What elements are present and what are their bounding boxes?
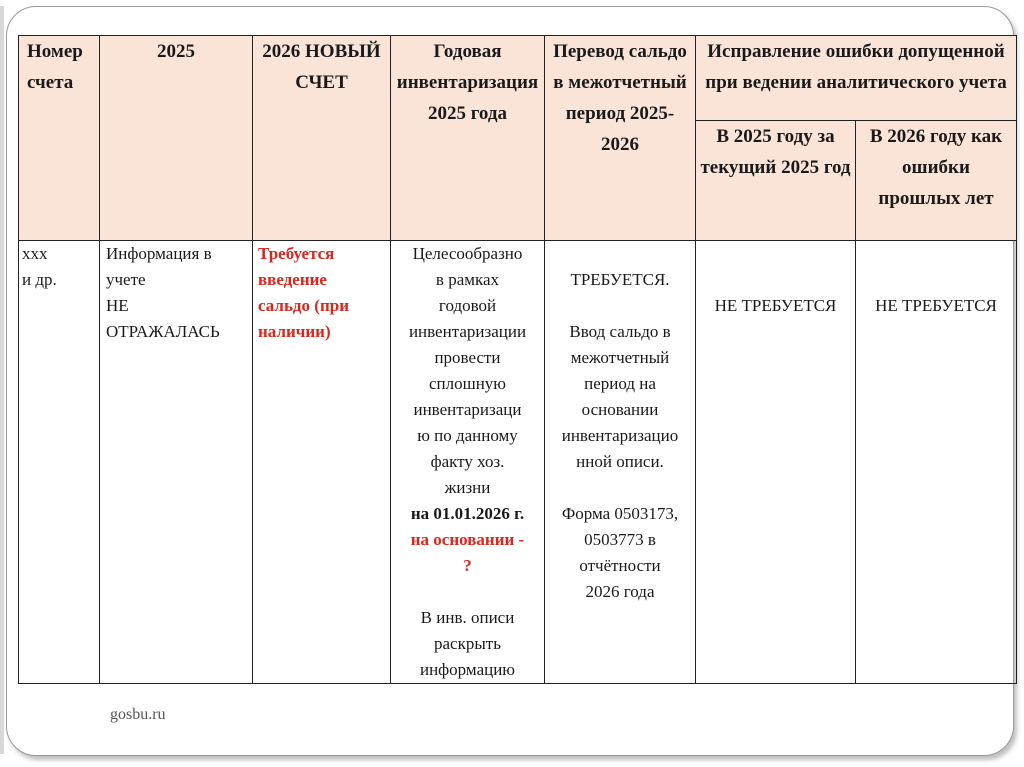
cell-line: введение [258, 270, 327, 289]
cell-inventory [391, 241, 545, 684]
cell-line: инвентаризаци [413, 400, 522, 419]
header-2026-new-account: 2026 НОВЫЙ СЧЕТ [253, 36, 391, 241]
cell-line: провести [434, 348, 501, 367]
cell-line: ххх [22, 244, 48, 263]
cell-line: сплошную [428, 374, 506, 393]
cell-2026 [253, 241, 391, 684]
cell-line: факту хоз. [430, 452, 505, 471]
cell-line: инвентаризации [408, 322, 527, 341]
header-2025: 2025 [100, 36, 253, 241]
transfer-required: ТРЕБУЕТСЯ. [570, 270, 670, 289]
cell-line: наличии) [258, 322, 331, 341]
cell-line: НЕ [106, 296, 129, 315]
cell-line: отчётности [579, 556, 661, 575]
cell-line: Информация в [106, 244, 212, 263]
header-error-correction: Исправление ошибки допущенной при ведении аналитического учета [696, 36, 1017, 121]
cell-line: и др. [22, 270, 57, 289]
cell-line: учете [106, 270, 146, 289]
inventory-date: на 01.01.2026 г. [410, 504, 525, 523]
inventory-basis: на основании - [410, 530, 525, 549]
correction-2026-value: НЕ ТРЕБУЕТСЯ [875, 296, 997, 315]
cell-line: 2026 года [585, 582, 655, 601]
cell-account-number [19, 241, 100, 684]
cell-line: информацию [419, 660, 516, 679]
cell-line: ОТРАЖАЛАСЬ [106, 322, 220, 341]
cell-line: 0503773 в [584, 530, 656, 549]
header-correction-2025: В 2025 году за текущий 2025 год [696, 121, 856, 241]
header-balance-transfer: Перевод сальдо в межотчетный период 2025-2026 [545, 36, 696, 241]
correction-2025-value: НЕ ТРЕБУЕТСЯ [714, 296, 837, 315]
cell-line: основании [581, 400, 659, 419]
cell-line: Форма 0503173, [561, 504, 679, 523]
accounting-table [18, 35, 1017, 684]
cell-line: жизни [444, 478, 491, 497]
cell-2025 [100, 241, 253, 684]
cell-line: раскрыть [434, 634, 501, 653]
cell-correction-2025 [696, 241, 856, 684]
cell-correction-2026 [856, 241, 1017, 684]
inventory-basis: ? [463, 556, 472, 575]
source-footer: gosbu.ru [110, 706, 166, 723]
cell-line: нной описи. [576, 452, 664, 471]
header-account-number: Номер счета [19, 36, 100, 241]
cell-line: годовой [438, 296, 497, 315]
cell-line: ю по данному [417, 426, 518, 445]
cell-balance-transfer [545, 241, 696, 684]
cell-line: В инв. описи [420, 608, 515, 627]
cell-line: период на [584, 374, 656, 393]
cell-line: Целесообразно [412, 244, 523, 263]
cell-line: сальдо (при [258, 296, 349, 315]
slide-edge [0, 6, 4, 754]
cell-line: Требуется [258, 244, 335, 263]
cell-line: инвентаризацио [561, 426, 679, 445]
cell-line: межотчетный [570, 348, 670, 367]
header-correction-2026: В 2026 году как ошибки прошлых лет [856, 121, 1017, 241]
cell-line: в рамках [435, 270, 500, 289]
header-annual-inventory: Годовая инвентаризация 2025 года [391, 36, 545, 241]
cell-line: Ввод сальдо в [569, 322, 671, 341]
